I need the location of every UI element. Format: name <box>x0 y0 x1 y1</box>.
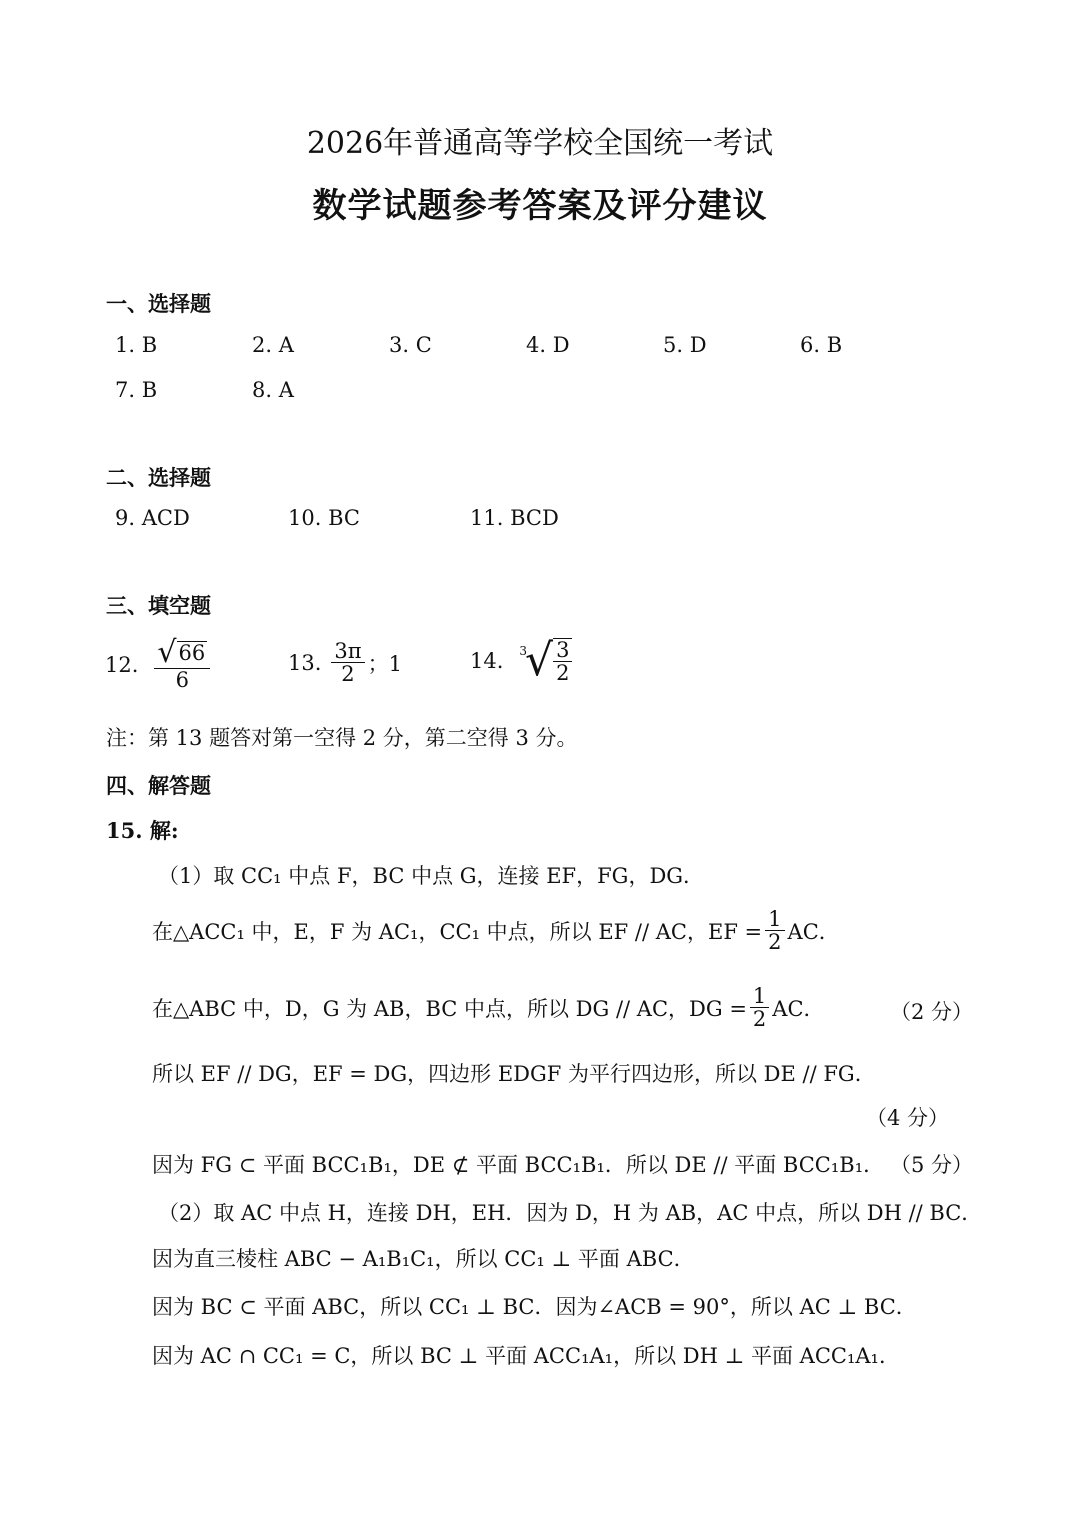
section-2-heading: 二、选择题 <box>106 465 211 490</box>
sqrt-symbol: √ <box>157 635 177 670</box>
answer-item: 8. A <box>252 378 294 402</box>
fraction: $\frac{3}{2}$ <box>553 638 572 684</box>
fraction: $\frac{3\pi}{2}$ <box>331 640 364 685</box>
answer-item: 7. B <box>115 378 158 402</box>
fraction: $\frac{1}{2}$ <box>765 908 784 953</box>
fill-answer-12: 12. √ 66 6 <box>105 638 213 691</box>
sqrt-symbol: √ <box>525 635 554 687</box>
answer-item: 3. C <box>389 333 432 357</box>
solution-line: 在△ACC₁ 中，E，F 为 AC₁，CC₁ 中点，所以 EF // AC，EF = $\frac{1}{2}$ AC． <box>152 907 840 955</box>
cube-root: 3 √ $\frac{3}{2}$ <box>517 638 575 684</box>
section-3-heading: 三、填空题 <box>106 593 211 618</box>
solution-line: 因为直三棱柱 ABC − A₁B₁C₁，所以 CC₁ ⊥ 平面 ABC． <box>152 1247 695 1271</box>
solution-line: 因为 BC ⊂ 平面 ABC，所以 CC₁ ⊥ BC．因为∠ACB = 90°，所以 AC ⊥ BC． <box>152 1295 917 1319</box>
fill-answer-13: 13. $\frac{3\pi}{2}$ ；1 <box>288 639 402 687</box>
answer-item: 10. BC <box>288 506 360 530</box>
answer-item: 6. B <box>800 333 843 357</box>
answer-item: 11. BCD <box>470 506 559 530</box>
document-title: 数学试题参考答案及评分建议 <box>312 186 768 226</box>
answer-item: 9. ACD <box>115 506 190 530</box>
answer-item: 1. B <box>115 333 158 357</box>
section-4-heading: 四、解答题 <box>106 773 211 798</box>
scoring-note: 注：第 13 题答对第一空得 2 分，第二空得 3 分。 <box>106 726 578 750</box>
fraction: √ 66 6 <box>154 638 210 691</box>
score-mark: （2 分） <box>890 1000 974 1024</box>
question-15-label: 15. 解: <box>106 818 179 843</box>
exam-title: 2026年普通高等学校全国统一考试 <box>306 126 774 161</box>
solution-line: 因为 AC ∩ CC₁ = C，所以 BC ⊥ 平面 ACC₁A₁，所以 DH ⊥ 平面 ACC₁A₁． <box>152 1344 900 1368</box>
fill-answer-14: 14. 3 √ $\frac{3}{2}$ <box>470 638 575 684</box>
solution-line: （2）取 AC 中点 H，连接 DH，EH．因为 D，H 为 AB，AC 中点，所以 DH // BC． <box>158 1201 983 1225</box>
fraction: $\frac{1}{2}$ <box>750 985 769 1030</box>
answer-item: 4. D <box>526 333 570 357</box>
answer-item: 2. A <box>252 333 294 357</box>
solution-line: 所以 EF // DG，EF = DG，四边形 EDGF 为平行四边形，所以 DE // FG． <box>152 1062 876 1086</box>
solution-line: （1）取 CC₁ 中点 F，BC 中点 G，连接 EF，FG，DG． <box>158 864 705 888</box>
solution-line: 因为 FG ⊂ 平面 BCC₁B₁，DE ⊄ 平面 BCC₁B₁．所以 DE // 平面 BCC₁B₁． <box>152 1153 885 1177</box>
score-mark: （5 分） <box>890 1153 974 1177</box>
score-mark: （4 分） <box>866 1106 950 1130</box>
section-1-heading: 一、选择题 <box>106 291 211 316</box>
solution-line: 在△ABC 中，D，G 为 AB，BC 中点，所以 DG // AC，DG = $\frac{1}{2}$ AC． <box>152 984 825 1032</box>
answer-item: 5. D <box>663 333 707 357</box>
